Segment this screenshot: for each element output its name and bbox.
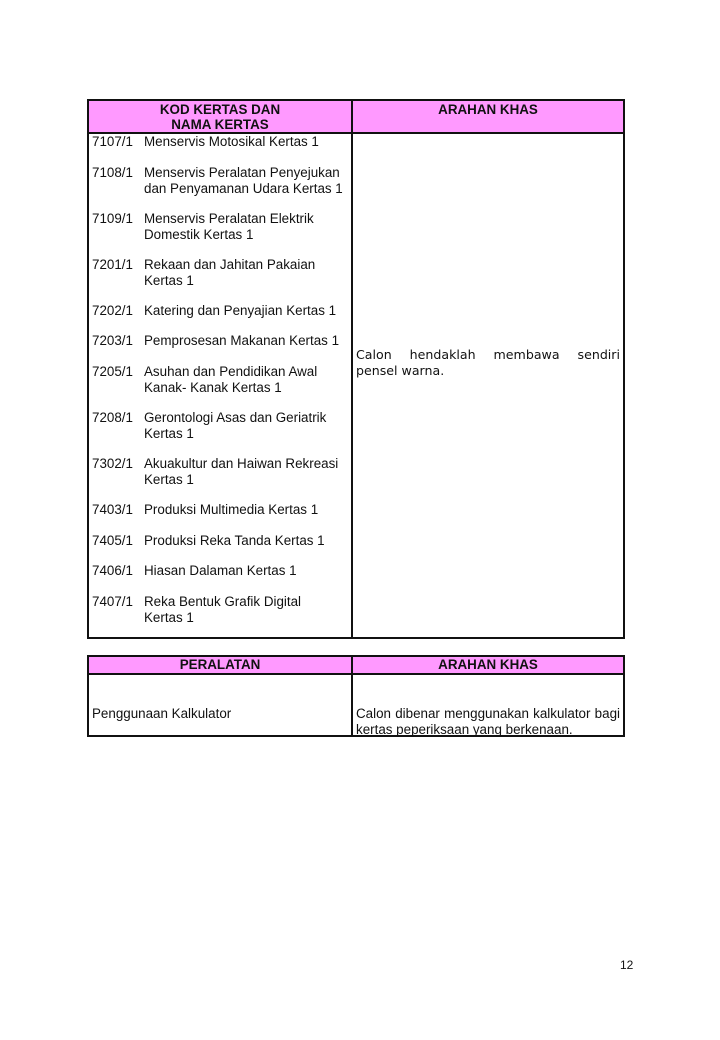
header-paper-code-name [89,101,353,132]
paper-row [92,303,350,319]
header-line-2: NAMA KERTAS [171,117,269,132]
paper-name-line: Akuakultur dan Haiwan Rekreasi [144,456,339,471]
header-special-instructions: ARAHAN KHAS [438,102,538,117]
paper-row [92,257,350,289]
paper-code: 7107/1 [92,134,133,149]
paper-name [144,257,350,289]
paper-row [92,333,350,349]
equipment-table [87,655,625,737]
paper-code: 7109/1 [92,211,133,226]
paper-name-line: Kertas 1 [144,472,194,487]
paper-row [92,563,350,579]
paper-name-line: Kertas 1 [144,610,194,625]
paper-code: 7205/1 [92,364,133,379]
paper-name-line: Reka Bentuk Grafik Digital [144,594,302,609]
paper-code: 7108/1 [92,165,133,180]
paper-row [92,533,350,549]
paper-name [144,502,350,518]
paper-name [144,594,350,626]
paper-name [144,165,350,197]
instruction-cell [353,675,623,735]
papers-instruction-table [87,99,625,639]
paper-name [144,211,350,243]
paper-name-line: Asuhan dan Pendidikan Awal [144,364,318,379]
paper-name-line: Hiasan Dalaman Kertas 1 [144,563,297,578]
paper-name-line: dan Penyamanan Udara Kertas 1 [144,181,343,196]
header-equipment: PERALATAN [89,657,353,673]
paper-name [144,303,350,319]
paper-code: 7201/1 [92,257,133,272]
paper-name-line: Produksi Multimedia Kertas 1 [144,502,319,517]
paper-name [144,533,350,549]
paper-name [144,456,350,488]
equipment-cell [89,675,353,735]
paper-name-line: Menservis Motosikal Kertas 1 [144,134,319,149]
instruction-text: Calon dibenar menggunakan kalkulator bagi kertas peperiksaan yang berkenaan. [356,706,620,737]
paper-name [144,563,350,579]
table-body [89,675,623,735]
paper-name-line: Rekaan dan Jahitan Pakaian [144,257,316,272]
instruction-text: Calon hendaklah membawa sendiri pensel warna. [356,347,620,378]
paper-name [144,410,350,442]
paper-row [92,211,350,243]
header-line-1: KOD KERTAS DAN [159,102,281,117]
paper-code: 7203/1 [92,333,133,348]
paper-list [89,134,353,637]
paper-row [92,594,350,626]
paper-name-line: Produksi Reka Tanda Kertas 1 [144,533,325,548]
table-header [89,101,623,134]
paper-name-line: Pemprosesan Makanan Kertas 1 [144,333,340,348]
table-body [89,134,623,637]
paper-row [92,456,350,488]
header-special-instructions: ARAHAN KHAS [438,657,538,672]
paper-name-line: Kertas 1 [144,273,194,288]
paper-code: 7208/1 [92,410,133,425]
equipment-text: Penggunaan Kalkulator [92,706,232,721]
paper-name [144,364,350,396]
paper-row [92,134,350,150]
paper-name [144,134,350,150]
paper-name-line: Domestik Kertas 1 [144,227,254,242]
paper-name [144,333,350,349]
paper-code: 7405/1 [92,533,133,548]
paper-code: 7407/1 [92,594,133,609]
paper-row [92,502,350,518]
paper-name-line: Gerontologi Asas dan Geriatrik [144,410,327,425]
page-number: 12 [620,958,634,972]
paper-code: 7202/1 [92,303,133,318]
paper-name-line: Menservis Peralatan Elektrik [144,211,314,226]
paper-name-line: Katering dan Penyajian Kertas 1 [144,303,337,318]
paper-name-line: Kanak- Kanak Kertas 1 [144,380,282,395]
instruction-cell [353,134,623,637]
paper-row [92,165,350,197]
paper-name-line: Menservis Peralatan Penyejukan [144,165,340,180]
table-header [89,657,623,675]
paper-row [92,410,350,442]
paper-code: 7302/1 [92,456,133,471]
paper-name-line: Kertas 1 [144,426,194,441]
paper-code: 7403/1 [92,502,133,517]
paper-code: 7406/1 [92,563,133,578]
paper-row [92,364,350,396]
